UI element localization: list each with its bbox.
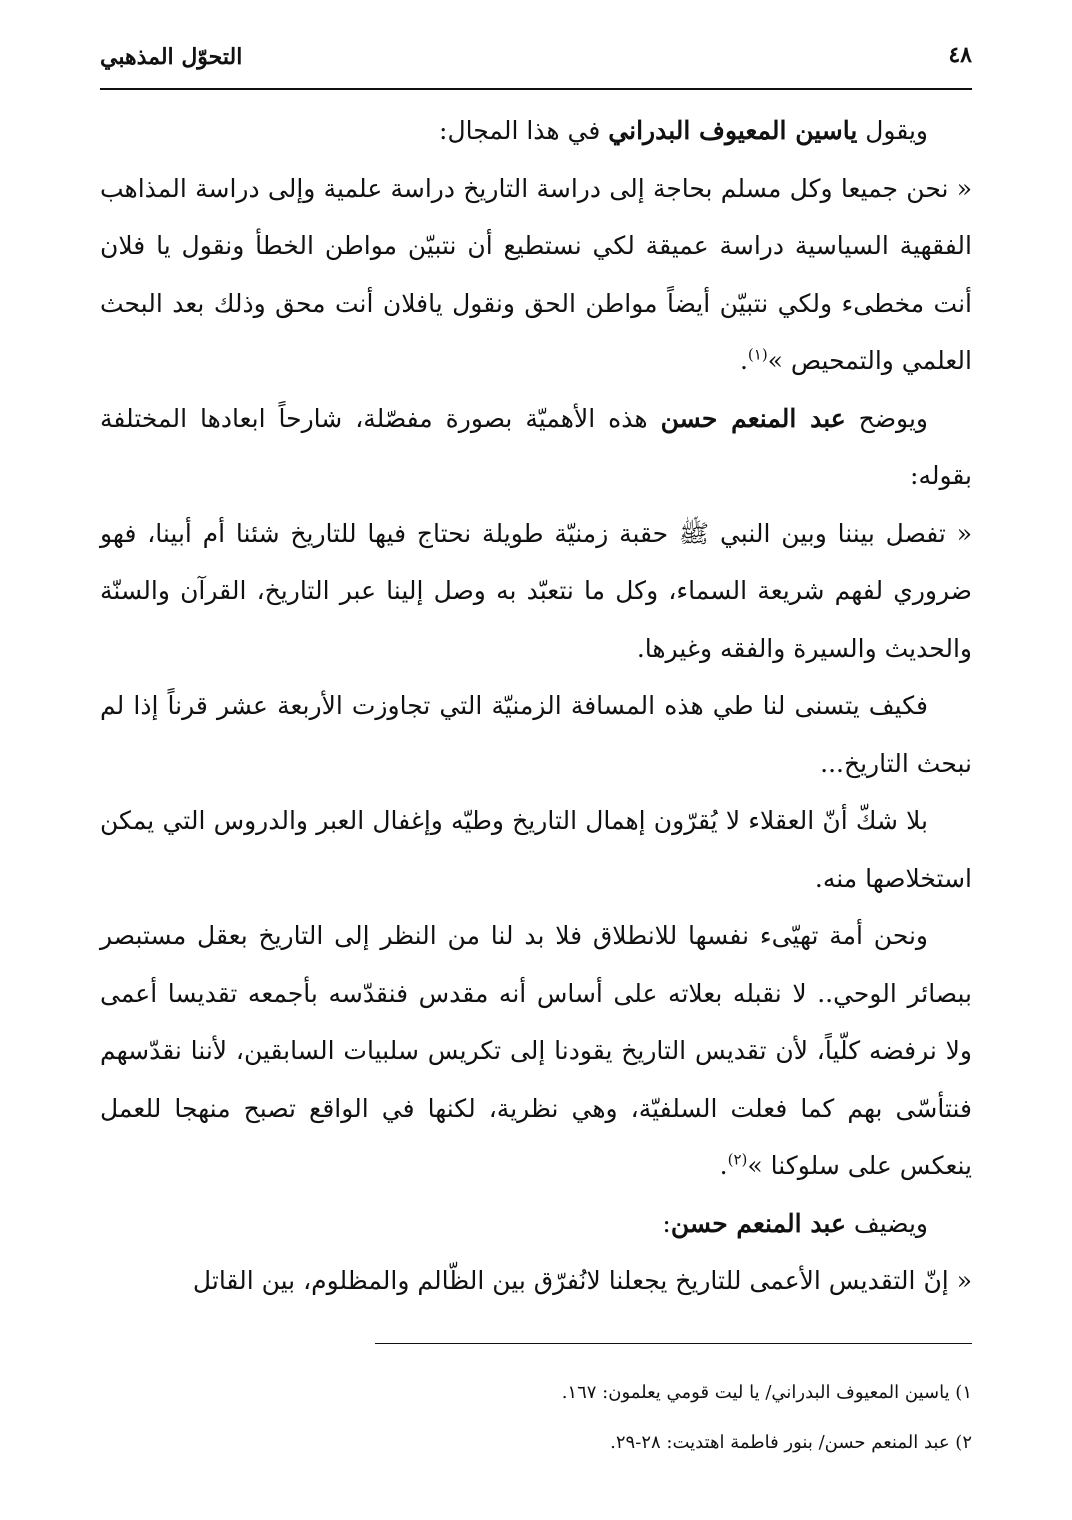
paragraph-1: ويقول ياسين المعيوف البدراني في هذا المجال:: [439, 116, 928, 145]
main-text: [100, 102, 972, 1310]
author-name: ياسين المعيوف البدراني: [608, 116, 858, 145]
paragraph-6: بلا شكّ أنّ العقلاء لا يُقرّون إهمال التاريخ وطيّه وإغفال العبر والدروس التي يمكن استخلاصها منه.: [100, 806, 972, 893]
paragraph-8: ويضيف عبد المنعم حسن:: [662, 1208, 928, 1238]
running-title: التحوّل المذهبي: [100, 44, 243, 70]
author-name: عبد المنعم حسن: [660, 403, 846, 433]
paragraph-3: ويوضح عبد المنعم حسن هذه الأهميّة بصورة مفصّلة، شارحاً ابعادها المختلفة بقوله:: [100, 403, 972, 490]
footnote-ref-2[interactable]: (٢): [727, 1150, 748, 1169]
page-header: [100, 38, 972, 86]
quote-paragraph-2: « تفصل بيننا وبين النبي ﷺ حقبة زمنيّة طويلة نحتاج فيها للتاريخ شئنا أم أبينا، فهو ضروري لفهم شريعة السماء، وكل ما نتعبّد به وصل إلينا عبر التاريخ، القرآن والسنّة والحديث والسيرة والفقه وغيرها.: [100, 518, 972, 663]
paragraph-7: ونحن أمة تهيّىء نفسها للانطلاق فلا بد لنا من النظر إلى التاريخ بعقل مستبصر ببصائر الوحي.. لا نقبله بعلاته على أساس أنه مقدس فنقدّسه بأجمعه تقديسا أعمى ولا نرفضه كلّياً، لأن تقديس التاريخ يقودنا إلى تكريس سلبيات السابقين، لأننا نقدّسهم فنتأسّى بهم كما فعلت السلفيّة، وهي نظرية، لكنها في الواقع تصبح منهجا للعمل ينعكس على سلوكنا »$^{(٢)}$.: [100, 921, 972, 1180]
footnote-divider: [375, 1343, 972, 1344]
footnote-1: ١) ياسين المعيوف البدراني/ يا ليت قومي يعلمون: ١٦٧.: [561, 1382, 972, 1403]
paragraph-5: فكيف يتسنى لنا طي هذه المسافة الزمنيّة التي تجاوزت الأربعة عشر قرناً إذا لم نبحث التاريخ...: [100, 691, 972, 778]
header-divider: [100, 88, 972, 90]
footnote-2: ٢) عبد المنعم حسن/ بنور فاطمة اهتديت: ٢٨-٢٩.: [610, 1432, 972, 1453]
author-name: عبد المنعم حسن: [670, 1208, 846, 1238]
quote-paragraph-3: « إنّ التقديس الأعمى للتاريخ يجعلنا لانُفرّق بين الظّالم والمظلوم، بين القاتل: [192, 1266, 972, 1295]
footnotes: [100, 1368, 972, 1468]
footnote-ref-1[interactable]: (١): [747, 345, 768, 364]
quote-paragraph-1: « نحن جميعا وكل مسلم بحاجة إلى دراسة التاريخ دراسة علمية وإلى دراسة المذاهب الفقهية السياسية دراسة عميقة لكي نستطيع أن نتبيّن مواطن الخطأ ونقول يا فلان أنت مخطىء ولكي نتبيّن أيضاً مواطن الحق ونقول يافلان أنت محق وذلك بعد البحث العلمي والتمحيص »$^{(١)}$.: [100, 173, 972, 375]
page-number: ٤٨: [948, 42, 972, 68]
